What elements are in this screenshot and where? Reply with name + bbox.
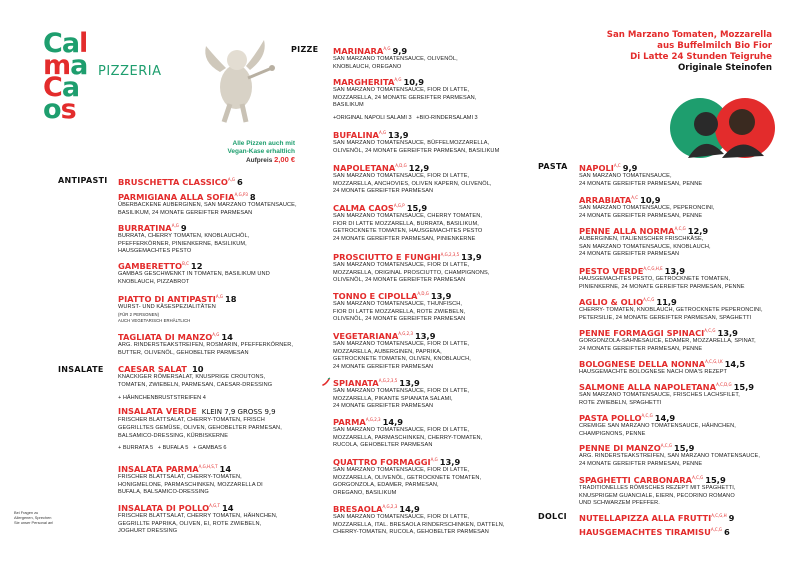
item-name: CALMA CAOS: [333, 202, 394, 213]
item-extra: + HÄHNCHENBRUSTSTREIFEN 4: [118, 394, 206, 401]
item-desc: CHAMPIGNONS, PENNE: [579, 430, 646, 437]
item-desc: MOZZARELLA, PARMASCHINKEN, CHERRY-TOMATEN,: [333, 434, 483, 441]
item-desc: BUFALA, BALSAMICO-DRESSING: [118, 489, 209, 496]
item-allergens: A,G: [215, 294, 223, 299]
item-price: 14: [219, 463, 232, 474]
item-name: SALMONE ALLA NAPOLETANA: [579, 381, 717, 392]
item-name: INSALATA PARMA: [118, 463, 199, 474]
item-desc: SAN MARZANO TOMATENSAUCE,: [579, 172, 672, 179]
item-allergens: A,C,G: [704, 328, 716, 333]
item-desc: 24 MONATE GEREIFTER PARMESAN, PINIENKERNE: [333, 236, 476, 243]
menu-item: [333, 44, 458, 71]
item-allergens: A,G,P3: [234, 192, 248, 197]
category-dolci: DOLCI: [538, 512, 567, 521]
item-desc: 24 MONATE GEREIFTER PARMESAN, PENNE: [579, 180, 703, 187]
menu-item: [333, 201, 482, 244]
item-price: 14,9: [399, 503, 420, 514]
item-desc: OREGANO, BASILIKUM: [333, 490, 397, 497]
item-allergens: A,G,H,S,T: [198, 464, 218, 469]
menu-item: [118, 501, 278, 536]
menu-item: [118, 175, 243, 187]
item-extra: +ORIGINAL NAPOLI SALAMI 3: [333, 115, 412, 122]
vegan-price-label: Aufpreis: [245, 157, 273, 164]
logo-pizzeria: PIZZERIA: [98, 64, 162, 79]
item-price: 18: [224, 293, 237, 304]
item-allergens: A,G,2,3: [398, 331, 414, 336]
item-allergens: A,C,G,I,K: [705, 359, 723, 364]
item-desc: SAN MARZANO TOMATENSAUCE, FIOR DI LATTE,: [333, 513, 470, 520]
item-price: 10,9: [640, 194, 661, 205]
item-name: PARMIGIANA ALLA SOFIA: [118, 191, 235, 202]
item-price: 14: [221, 331, 233, 342]
menu-item: [118, 259, 270, 286]
item-price: 15,9: [673, 442, 695, 453]
item-allergens: A,C,G: [710, 527, 722, 532]
item-desc: SAN MARZANO TOMATENSAUCE, OLIVENÖL,: [333, 55, 458, 62]
item-name: BUFALINA: [333, 129, 379, 140]
item-extra: + BURRATA 5: [118, 445, 154, 452]
item-desc: BASILIKUM: [333, 102, 364, 109]
item-allergens: A,G,T: [209, 503, 220, 508]
item-price: 9,9: [392, 45, 408, 56]
item-allergens: A,G,2,3: [382, 504, 398, 509]
category-insalate: INSALATE: [58, 365, 104, 374]
item-name: BOLOGNESE DELLA NONNA: [579, 358, 706, 369]
item-name: HAUSGEMACHTES TIRAMISU: [579, 526, 711, 537]
menu-item: [118, 330, 293, 357]
item-desc: SAN MARZANO TOMATENSAUCE, THUNFISCH,: [333, 300, 463, 307]
item-price: 14,9: [654, 412, 676, 423]
menu-item: [579, 511, 734, 523]
item-allergens: A,G: [227, 177, 236, 182]
category-pizze: PIZZE: [291, 45, 319, 54]
item-desc: KNOBLAUCH, OREGANO: [333, 63, 402, 70]
tagline-line-4: Originale Steinofen: [677, 63, 772, 73]
item-name: NAPOLI: [579, 162, 614, 173]
item-allergens: A,C,G: [643, 297, 655, 302]
item-price: 9: [728, 512, 735, 523]
item-name: NAPOLETANA: [333, 162, 396, 173]
item-price: 13,9: [415, 330, 436, 341]
item-desc: OLIVENÖL, 24 MONATE GEREIFTER PARMESAN: [333, 277, 466, 284]
vegan-price: [180, 156, 295, 165]
item-desc: SAN MARZANO TOMATENSAUCE, FIOR DI LATTE,: [333, 466, 470, 473]
menu-item: [579, 161, 702, 188]
menu-item: [579, 264, 745, 291]
item-price: 11,9: [656, 296, 677, 307]
item-desc: GEGRILLTES GEMÜSE, OLIVEN, GEHOBELTER PARMESAN,: [118, 424, 282, 431]
item-price: 6: [237, 176, 243, 187]
item-allergens: A,G,2,3,5: [440, 252, 460, 257]
item-name: PROSCIUTTO E FUNGHI: [333, 251, 441, 262]
item-name: QUATTRO FORMAGGI: [333, 456, 431, 467]
item-desc: HONIGMELONE, PARMASCHINKEN, MOZZARELLA DI: [118, 481, 263, 488]
item-price: 13,9: [439, 456, 461, 467]
item-desc: GORGONZOLA-SAHNESAUCE, EDAMER, MOZZARELLA, SPINAT,: [579, 337, 756, 344]
menu-item: [118, 406, 282, 451]
item-name: VEGETARIANA: [333, 330, 399, 341]
item-desc: 24 MONATE GEREIFTER PARMESAN: [333, 364, 434, 371]
item-allergens: A,C: [631, 195, 639, 200]
tagline-line-2: aus Buffelmilch Bio Fior: [657, 41, 772, 51]
menu-item: [579, 525, 730, 537]
item-desc: PETERSILIE, 24 MONATE GEREIFTER PARMESAN, SPAGHETTI: [579, 314, 752, 321]
item-allergens: A,C,G,H: [711, 513, 727, 518]
item-desc: PINIENKERNE, 24 MONATE GEREIFTER PARMESAN, PENNE: [579, 283, 745, 290]
chili-icon: [321, 377, 331, 387]
item-price: 13,9: [717, 327, 738, 338]
item-name: BURRATINA: [118, 222, 172, 233]
item-desc: BALSAMICO-DRESSING, KÜRBISKERNE: [118, 432, 229, 439]
item-desc: HAUSGEMACHTES PESTO: [118, 248, 192, 255]
item-desc: UND SCHWARZEM PFEFFER.: [579, 500, 660, 507]
item-desc: ARG. RINDERSTEAKSTREIFEN, SAN MARZANO TOMATENSAUCE,: [579, 452, 761, 459]
item-desc: SAN MARZANO TOMATENSAUCE, PEPERONCINI,: [579, 204, 715, 211]
menu-item: [118, 292, 237, 324]
menu-item: [333, 289, 465, 324]
item-name: PENNE FORMAGGI SPINACI: [579, 327, 705, 338]
item-desc: FIOR DI LATTE MOZZARELLA, ROTE ZWIEBELN,: [333, 308, 466, 315]
item-allergens: A,D,G: [395, 163, 407, 168]
item-desc: CREMIGE SAN MARZANO TOMATENSAUCE, HÄHNCHEN,: [579, 422, 736, 429]
item-name: PENNE ALLA NORMA: [579, 225, 675, 236]
item-name: BRUSCHETTA CLASSICO: [118, 176, 228, 187]
vegan-line-2: Vegan-Kase erhaltlich: [227, 148, 295, 155]
item-desc: MOZZARELLA, 24 MONATE GEREIFTER PARMESAN,: [333, 94, 477, 101]
item-desc: MOZZARELLA, PIKANTE SPIANATA SALAMI,: [333, 395, 453, 402]
item-name: SPIANATA: [333, 377, 379, 388]
item-desc: HAUSGEMACHTE BOLOGNESE NACH OMA'S REZEPT: [579, 368, 728, 375]
item-desc: JOGHURT DRESSING: [118, 528, 178, 535]
item-allergens: A,G: [394, 77, 402, 82]
item-price: 14: [221, 502, 234, 513]
item-price: 12,9: [408, 162, 430, 173]
menu-item: [579, 380, 754, 407]
item-desc: GORGONZOLA, EDAMER, PARMESAN,: [333, 482, 439, 489]
item-allergens: A,G: [378, 130, 387, 135]
item-desc: FRISCHER BLATTSALAT, CHERRY TOMATEN, HÄHNCHEN,: [118, 512, 278, 519]
item-name: PASTA POLLO: [579, 412, 642, 423]
item-price: 13,9: [461, 251, 482, 262]
item-price: 13,9: [430, 290, 452, 301]
category-pasta: PASTA: [538, 162, 568, 171]
item-extra: + GAMBAS 6: [193, 445, 227, 452]
item-desc: ARG. RINDERSTEAKSTREIFEN, ROSMARIN, PFEFFERKÖRNER,: [118, 341, 294, 348]
item-desc: SAN MARZANO TOMATENSAUCE, FIOR DI LATTE,: [333, 261, 470, 268]
menu-item: [333, 75, 478, 121]
item-desc: 24 MONATE GEREIFTER PARMESAN, PENNE: [579, 345, 703, 352]
category-antipasti: ANTIPASTI: [58, 176, 108, 185]
logo-line-2: ma: [43, 50, 88, 81]
item-allergens: A,C,G: [692, 475, 704, 480]
item-desc: KNOBLAUCH, PIZZABROT: [118, 278, 190, 285]
menu-item: [579, 473, 736, 508]
item-allergens: A,G: [383, 46, 391, 51]
menu-item: [579, 441, 760, 468]
item-name: TAGLIATA DI MANZO: [118, 331, 213, 342]
item-price: 10,9: [403, 76, 424, 87]
item-price: 13,9: [399, 377, 420, 388]
item-desc: SAN MARZANO TOMATENSAUCE, FIOR DI LATTE,: [333, 387, 470, 394]
item-desc: GAMBAS GESCHWENKT IN TOMATEN, BASILIKUM UND: [118, 270, 270, 277]
item-price: 10: [191, 364, 204, 374]
vegan-line-1: Alle Pizzen auch mit: [232, 140, 295, 147]
vegan-note: [180, 140, 295, 165]
item-allergens: B,C: [182, 261, 189, 266]
item-allergens: A,G,P: [393, 203, 405, 208]
item-note: AUCH VEGETARISCH ERHÄLTLICH: [118, 317, 191, 323]
item-price: 15,9: [705, 474, 726, 485]
item-name: BRESAOLA: [333, 503, 383, 514]
item-name: TONNO E CIPOLLA: [333, 290, 418, 301]
item-price: 14,5: [724, 358, 746, 369]
item-name: INSALATA VERDE: [118, 406, 197, 416]
item-desc: SAN MARZANO TOMATENSAUCE, FIOR DI LATTE,: [333, 86, 470, 93]
item-name: GAMBERETTO: [118, 260, 183, 271]
item-desc: KNACKIGER RÖMERSALAT, KNUSPRIGE CROUTONS,: [118, 374, 266, 380]
item-desc: SAN MARZANO TOMATENSAUCE, BÜFFELMOZZARELLA,: [333, 139, 490, 146]
item-allergens: A,C: [613, 163, 621, 168]
menu-item: [333, 502, 505, 537]
item-price: 13,9: [388, 129, 409, 140]
item-desc: SAN MARZANO TOMATENSAUCE, FRISCHES LACHSFILET,: [579, 391, 740, 398]
menu-item: [333, 250, 489, 285]
menu-item: [579, 411, 736, 438]
item-allergens: A,G,2,3: [365, 417, 381, 422]
logo-line-4: os: [43, 94, 76, 125]
item-name: INSALATA DI POLLO: [118, 502, 210, 513]
logo-line-3: Ca: [43, 72, 80, 103]
item-desc: SAN MARZANO TOMATENSAUCE, FIOR DI LATTE,: [333, 172, 470, 179]
vegan-price-value: 2,00 €: [274, 155, 295, 164]
item-desc: PFEFFERKÖRNER, PINIENKERNE, BASILIKUM,: [118, 240, 247, 247]
item-desc: 24 MONATE GEREIFTER PARMESAN, PENNE: [579, 460, 703, 467]
item-name: MARGHERITA: [333, 76, 395, 87]
item-extra: +BIO-RINDERSALAMI 3: [416, 115, 478, 122]
item-desc: OLIVENÖL, 24 MONATE GEREIFTER PARMESAN: [333, 316, 466, 323]
tagline-line-3: Di Latte 24 Stunden Teigruhe: [630, 52, 772, 62]
item-desc: BASILIKUM, 24 MONATE GEREIFTER PARMESAN: [118, 209, 253, 216]
item-name: MARINARA: [333, 45, 384, 56]
menu-item: [579, 295, 763, 322]
item-price: 15,9: [733, 381, 755, 392]
item-price: 9: [180, 222, 187, 233]
menu-item: [333, 455, 481, 498]
item-desc: ÜBERBACKENE AUBERGINEN, SAN MARZANO TOMATENSAUCE,: [118, 201, 297, 208]
item-desc: FRISCHER BLATTSALAT, CHERRY-TOMATEN, FRISCH: [118, 417, 265, 423]
item-sizes: KLEIN 7,9 GROSS 9,9: [201, 408, 276, 416]
item-desc: ROTE ZWIEBELN, SPAGHETTI: [579, 399, 662, 406]
item-name: PARMA: [333, 416, 366, 427]
menu-item: [333, 376, 469, 411]
portrait-photo: [670, 92, 775, 162]
item-price: 8: [249, 191, 256, 202]
menu-item: [118, 190, 297, 217]
item-desc: SAN MARZANO TOMATENSAUCE, FIOR DI LATTE,: [333, 340, 470, 347]
item-desc: MOZZARELLA, OLIVENÖL, GETROCKNETE TOMATEN,: [333, 474, 482, 481]
item-allergens: A,D,G: [417, 291, 429, 296]
menu-item: [118, 221, 249, 256]
item-price: 6: [724, 526, 730, 537]
item-name: PESTO VERDE: [579, 265, 644, 276]
item-desc: MOZZARELLA, ORIGINAL PROSCIUTTO, CHAMPIGNONS,: [333, 269, 490, 276]
item-desc: SAN MARZANO TOMATENSAUCE, KNOBLAUCH,: [579, 243, 711, 250]
item-price: 9,9: [622, 162, 638, 173]
item-desc: 24 MONATE GEREIFTER PARMESAN: [333, 403, 434, 410]
item-allergens: A,C,G: [674, 226, 686, 231]
item-extra: + BUFALA 5: [157, 445, 189, 452]
item-desc: HAUSGEMACHTES PESTO, GETROCKNETE TOMATEN,: [579, 275, 731, 282]
logo-line-1: Cal: [43, 28, 88, 59]
item-name: PENNE DI MANZO: [579, 442, 661, 453]
item-desc: 24 MONATE GEREIFTER PARMESAN: [333, 188, 434, 195]
cherub-statue-image: [190, 32, 282, 124]
item-desc: TRADITIONELLES RÖMISCHES REZEPT MIT SPAGHETTI,: [579, 484, 736, 491]
item-allergens: A,C,G: [641, 413, 653, 418]
item-desc: CHERRY- TOMATEN, KNOBLAUCH, GETROCKNETE PEPERONCINI,: [579, 306, 763, 313]
item-name: PIATTO DI ANTIPASTI: [118, 293, 216, 304]
item-name: CAESAR SALAT: [118, 364, 187, 374]
item-desc: RUCOLA, GEHOBELTER PARMESAN: [333, 442, 433, 449]
item-name: AGLIO & OLIO: [579, 296, 644, 307]
item-allergens: A,C,G,H,E: [643, 266, 663, 271]
item-desc: 24 MONATE GEREIFTER PARMESAN, PENNE: [579, 212, 703, 219]
menu-item: [579, 224, 711, 259]
menu-item: [333, 161, 492, 196]
menu-item: [333, 329, 471, 372]
item-price: 13,9: [664, 265, 686, 276]
menu-item: [333, 128, 499, 155]
menu-item: [333, 415, 482, 450]
item-allergens: A,C,G: [660, 443, 672, 448]
item-desc: MOZZARELLA, ITAL. BRESAOLA RINDERSCHINKEN, DATTELN,: [333, 521, 505, 528]
item-desc: MOZZARELLA, AUBERGINEN, PAPRIKA,: [333, 348, 442, 355]
item-desc: WURST- UND KÄSESPEZIALITÄTEN: [118, 303, 216, 310]
item-desc: TOMATEN, ZWIEBELN, PARMESAN, CAESAR-DRESSING: [118, 381, 273, 388]
menu-item: [579, 193, 715, 220]
item-desc: CHERRY-TOMATEN, RUCOLA, GEHOBELTER PARMESAN: [333, 529, 489, 536]
item-allergens: A,G: [171, 223, 179, 228]
item-allergens: A,G: [430, 457, 438, 462]
item-desc: BURRATA, CHERRY TOMATEN, KNOBLAUCHÖL,: [118, 232, 250, 239]
menu-item: [579, 326, 756, 353]
menu-item: [579, 357, 745, 377]
tagline-line-1: San Marzano Tomaten, Mozzarella: [606, 30, 772, 40]
menu-item: [118, 364, 272, 401]
item-price: 15,9: [406, 202, 428, 213]
item-desc: GEGRILLTE PAPRIKA, OLIVEN, EI, ROTE ZWIEBELN,: [118, 520, 262, 527]
item-price: 12: [190, 260, 203, 271]
item-name: NUTELLAPIZZA ALLA FRUTTI: [579, 512, 712, 523]
item-name: SPAGHETTI CARBONARA: [579, 474, 693, 485]
item-desc: GETROCKNETE TOMATEN, OLIVEN, KNOBLAUCH,: [333, 356, 471, 363]
item-allergens: A,G,2,3,5: [378, 378, 398, 383]
item-desc: FRISCHER BLATTSALAT, CHERRY-TOMATEN,: [118, 473, 242, 480]
item-desc: 24 MONATE GEREIFTER PARMESAN: [579, 251, 680, 258]
item-price: 12,9: [687, 225, 709, 236]
menu-item: [118, 462, 263, 497]
item-desc: BUTTER, OLIVENÖL, GEHOBELTER PARMESAN: [118, 349, 249, 356]
item-desc: GETROCKNETE TOMATEN, HAUSGEMACHTES PESTO: [333, 228, 483, 235]
item-desc: SAN MARZANO TOMATENSAUCE, CHERRY TOMATEN,: [333, 212, 483, 219]
item-allergens: A,C,D,G: [716, 382, 732, 387]
allergen-footnote: Bei Fragen zu Allergenen, Sprechen Sie unser Personal an!: [14, 510, 54, 525]
item-desc: MOZZARELLA, ANCHOVIES, OLIVEN KAPERN, OLIVENÖL,: [333, 180, 492, 187]
item-desc: KNUSPRIGEM GUANCIALE, EIERN, PECORINO ROMANO: [579, 492, 735, 499]
item-note: (FÜR 2 PERSONEN): [118, 311, 160, 317]
item-desc: SAN MARZANO TOMATENSAUCE, FIOR DI LATTE,: [333, 426, 470, 433]
item-desc: AUBERGINEN, ITALIENISCHER FRISCHKÄSE,: [579, 235, 704, 242]
item-desc: OLIVENÖL, 24 MONATE GEREIFTER PARMESAN, BASILIKUM: [333, 147, 500, 154]
tagline: [572, 30, 772, 74]
item-desc: FIOR DI LATTE MOZZARELLA, BURRATA, BASILIKUM,: [333, 220, 479, 227]
item-name: ARRABIATA: [579, 194, 632, 205]
item-allergens: A,G: [212, 332, 220, 337]
item-price: 14,9: [382, 416, 404, 427]
